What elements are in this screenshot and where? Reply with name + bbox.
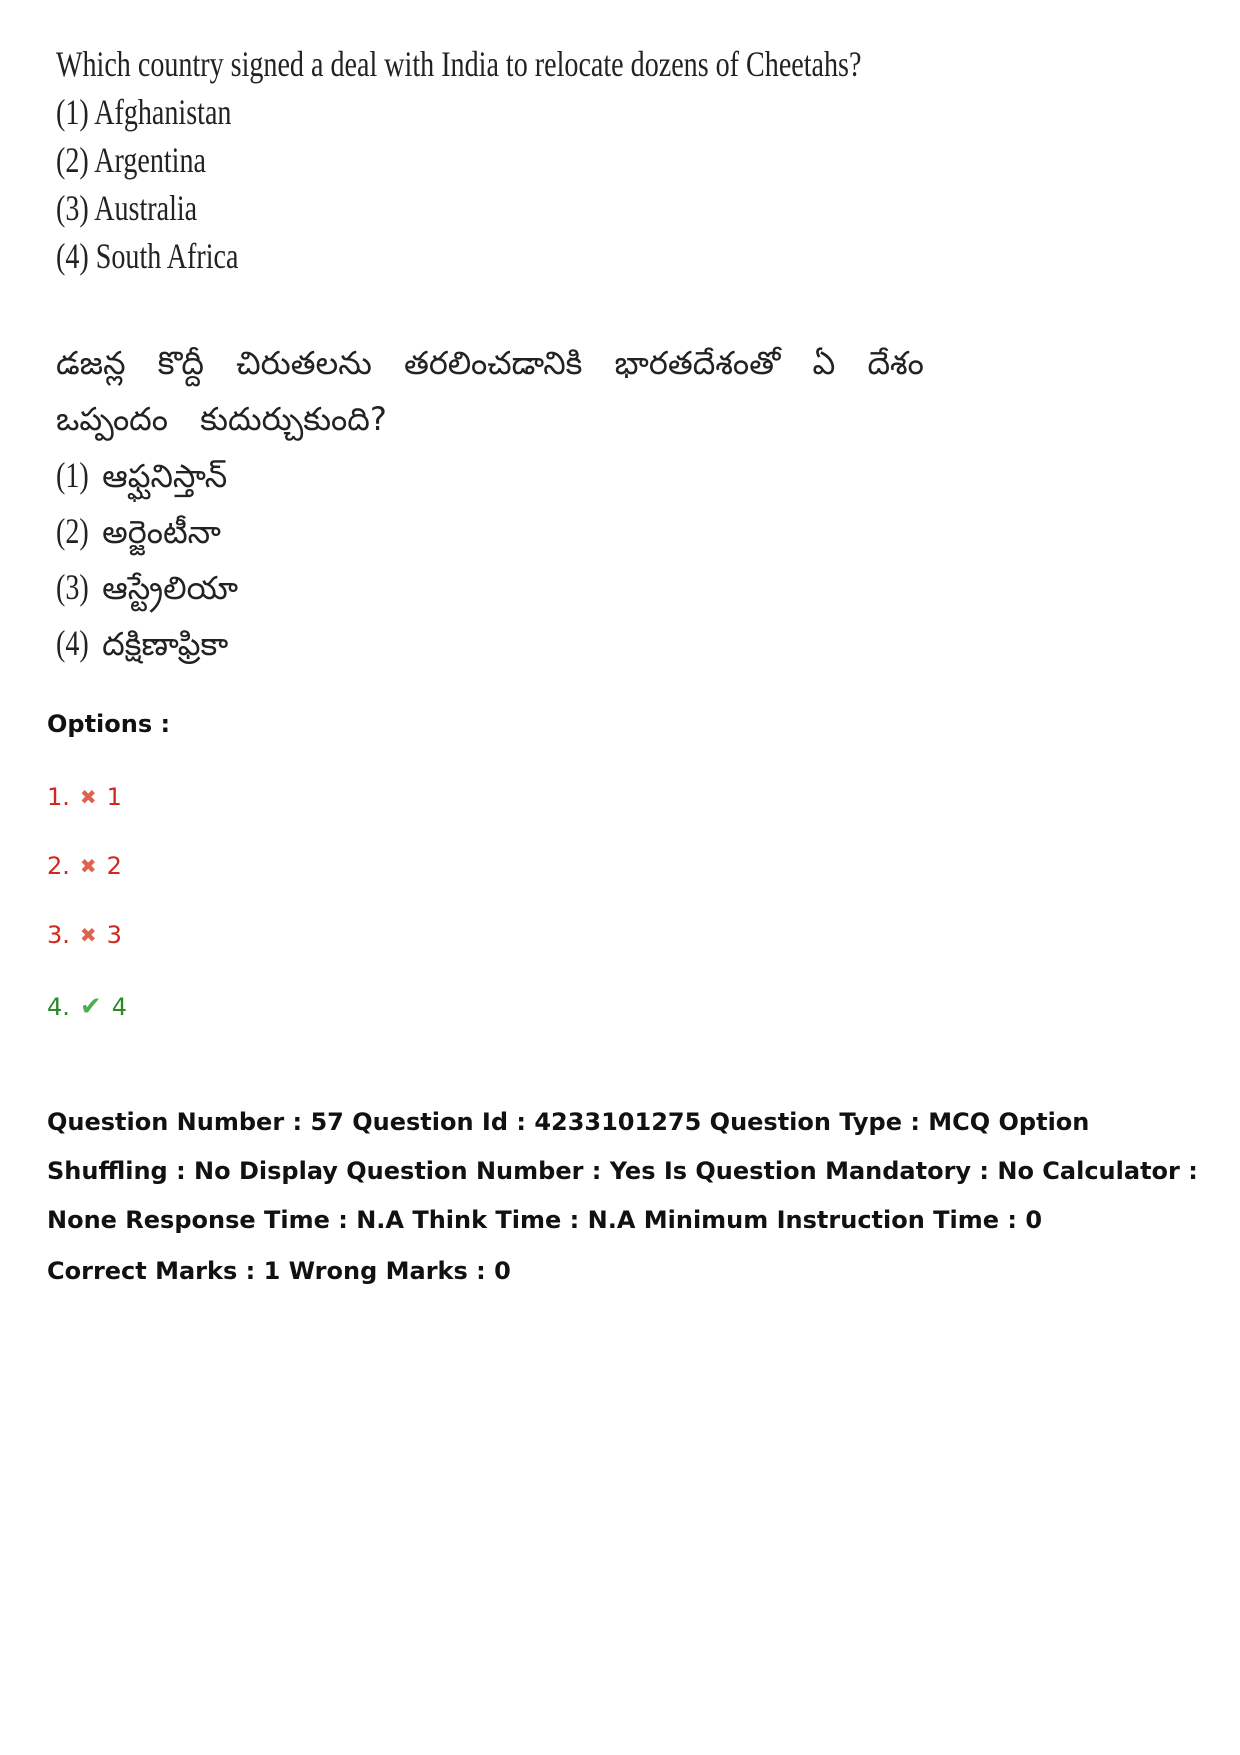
cross-icon: ✖ — [79, 923, 97, 947]
option-value: 2 — [106, 852, 122, 880]
option-text: అర్జెంటీనా — [102, 513, 221, 551]
question-english — [56, 40, 862, 280]
cross-icon: ✖ — [79, 785, 97, 809]
question-option-telugu-4 — [56, 615, 956, 671]
cross-icon: ✖ — [79, 854, 97, 878]
option-text: ఆఫ్ఘనిస్తాన్ — [102, 457, 228, 495]
answer-option-1 — [47, 783, 122, 811]
question-option-english-2: (2) Argentina — [56, 140, 206, 180]
question-option-telugu-2 — [56, 503, 956, 559]
question-metadata: Question Number : 57 Question Id : 4233101275 Question Type : MCQ Option Shuffling : No Display Question Number : Yes Is Question Mandatory : No Calculator : None Response Time : N.A Think Time : N.A Minimum Instruction Time : 0 — [47, 1108, 1198, 1234]
check-icon: ✔ — [79, 992, 102, 1022]
options-heading: Options : — [47, 710, 171, 738]
option-value: 4 — [111, 993, 127, 1021]
question-telugu — [56, 335, 956, 671]
answer-option-4 — [47, 992, 127, 1022]
option-text: ఆస్ట్రేలియా — [102, 569, 238, 607]
question-option-english-1: (1) Afghanistan — [56, 92, 232, 132]
marks-info: Correct Marks : 1 Wrong Marks : 0 — [47, 1257, 511, 1285]
option-value: 3 — [106, 921, 122, 949]
option-number: (3) — [56, 567, 89, 607]
option-index: 4. — [47, 993, 70, 1021]
question-option-english-3: (3) Australia — [56, 188, 198, 228]
option-index: 3. — [47, 921, 70, 949]
question-option-telugu-3 — [56, 559, 956, 615]
question-stem-english: Which country signed a deal with India to relocate dozens of Cheetahs? — [56, 44, 862, 84]
question-stem-telugu: డజన్ల కొద్దీ చిరుతలను తరలించడానికి భారతదేశంతో ఏ దేశం ఒప్పందం కుదుర్చుకుంది? — [56, 344, 924, 438]
option-value: 1 — [106, 783, 122, 811]
answer-option-2 — [47, 852, 122, 880]
option-number: (2) — [56, 511, 89, 551]
question-option-telugu-1 — [56, 447, 956, 503]
answer-option-3 — [47, 921, 122, 949]
option-index: 2. — [47, 852, 70, 880]
question-image — [56, 40, 956, 663]
option-number: (4) — [56, 623, 89, 663]
option-index: 1. — [47, 783, 70, 811]
option-text: దక్షిణాఫ్రికా — [102, 625, 229, 663]
question-option-english-4: (4) South Africa — [56, 236, 239, 276]
option-number: (1) — [56, 455, 89, 495]
